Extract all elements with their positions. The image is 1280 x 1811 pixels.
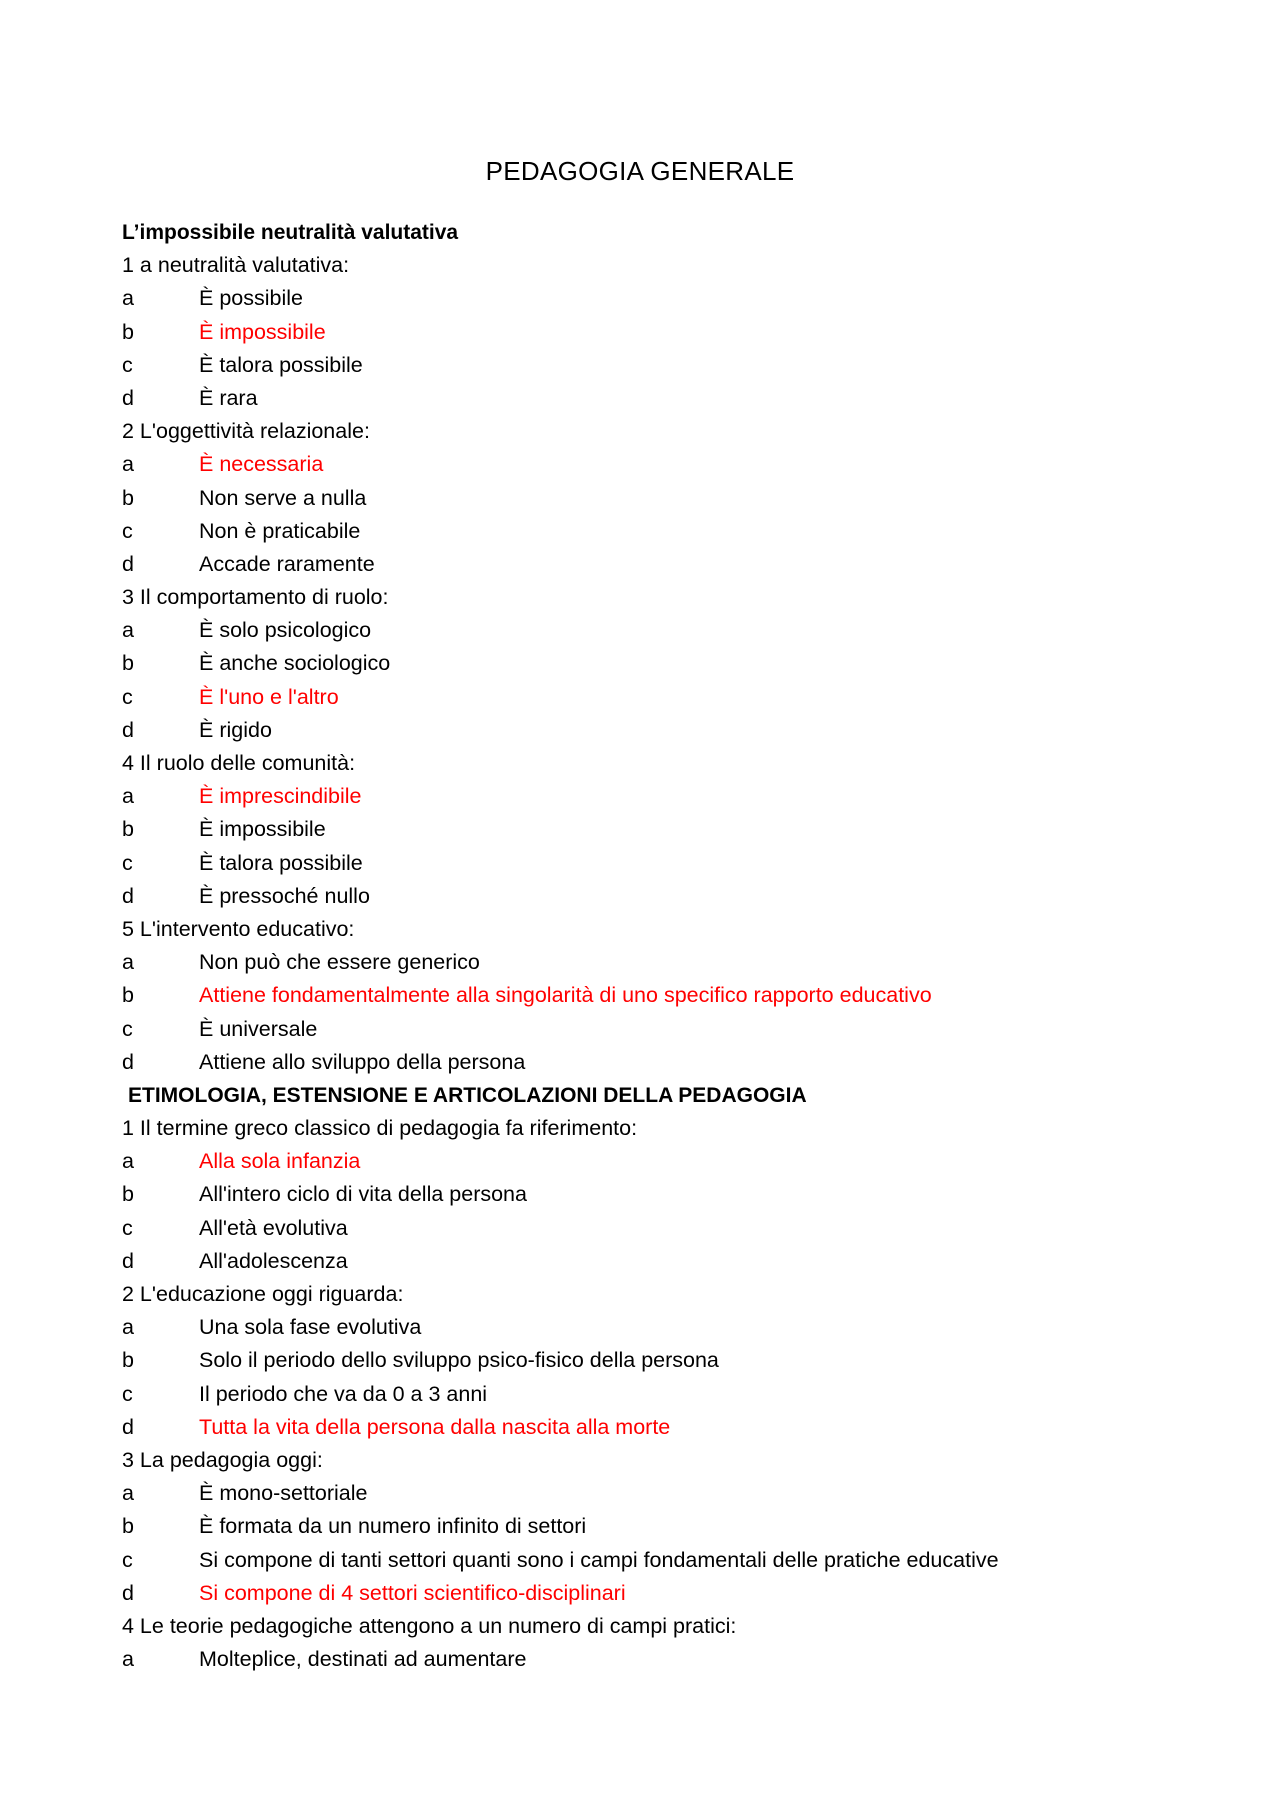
option-letter: b xyxy=(122,817,134,842)
option-letter: d xyxy=(122,1049,134,1074)
option-letter: d xyxy=(122,1580,134,1605)
option-letter: b xyxy=(122,319,134,344)
option-letter: c xyxy=(122,1547,133,1572)
answer-option-correct xyxy=(122,681,1182,714)
option-letter: b xyxy=(122,651,134,676)
option-letter: c xyxy=(122,352,133,377)
option-text: Accade raramente xyxy=(199,551,375,576)
answer-option xyxy=(122,482,1182,515)
answer-option xyxy=(122,1477,1182,1510)
option-letter: b xyxy=(122,1182,134,1207)
question-prompt: 2 L'oggettività relazionale: xyxy=(122,419,370,444)
option-letter: d xyxy=(122,717,134,742)
option-text: È rigido xyxy=(199,717,272,742)
option-text: Attiene fondamentalmente alla singolarità di uno specifico rapporto educativo xyxy=(199,983,932,1008)
option-text: Alla sola infanzia xyxy=(199,1149,361,1174)
answer-option xyxy=(122,1344,1182,1377)
option-letter: d xyxy=(122,385,134,410)
option-letter: a xyxy=(122,1481,134,1506)
option-text: Non serve a nulla xyxy=(199,485,367,510)
option-letter: b xyxy=(122,1348,134,1373)
answer-option xyxy=(122,1013,1182,1046)
answer-option-correct xyxy=(122,448,1182,481)
option-text: Solo il periodo dello sviluppo psico-fisico della persona xyxy=(199,1348,719,1373)
option-letter: c xyxy=(122,1215,133,1240)
option-letter: d xyxy=(122,1248,134,1273)
option-letter: d xyxy=(122,883,134,908)
option-letter: c xyxy=(122,850,133,875)
option-text: All'età evolutiva xyxy=(199,1215,348,1240)
answer-option xyxy=(122,880,1182,913)
option-letter: a xyxy=(122,950,134,975)
answer-option xyxy=(122,548,1182,581)
option-text: Si compone di 4 settori scientifico-disciplinari xyxy=(199,1580,626,1605)
option-letter: a xyxy=(122,286,134,311)
answer-option xyxy=(122,1378,1182,1411)
section-heading: L’impossibile neutralità valutativa xyxy=(122,221,459,244)
answer-option xyxy=(122,714,1182,747)
answer-option xyxy=(122,1046,1182,1079)
answer-option-correct xyxy=(122,979,1182,1012)
option-text: È mono-settoriale xyxy=(199,1481,368,1506)
option-letter: c xyxy=(122,684,133,709)
option-letter: c xyxy=(122,1016,133,1041)
answer-option xyxy=(122,614,1182,647)
option-text: Non è praticabile xyxy=(199,518,361,543)
question-prompt: 1 a neutralità valutativa: xyxy=(122,253,350,278)
answer-option xyxy=(122,349,1182,382)
option-text: È l'uno e l'altro xyxy=(199,684,339,709)
option-letter: c xyxy=(122,518,133,543)
option-text: Attiene allo sviluppo della persona xyxy=(199,1049,526,1074)
question-prompt: 4 Il ruolo delle comunità: xyxy=(122,751,356,775)
option-text: È talora possibile xyxy=(199,850,363,875)
answer-option xyxy=(122,647,1182,680)
option-text: È universale xyxy=(199,1016,318,1041)
answer-option xyxy=(122,1212,1182,1245)
question-prompt: 3 La pedagogia oggi: xyxy=(122,1447,323,1472)
answer-option xyxy=(122,946,1182,979)
answer-option xyxy=(122,282,1182,315)
option-letter: a xyxy=(122,1315,134,1340)
answer-option-correct xyxy=(122,1411,1182,1444)
document-title: PEDAGOGIA GENERALE xyxy=(485,156,795,186)
question-prompt: 2 L'educazione oggi riguarda: xyxy=(122,1282,404,1306)
option-letter: b xyxy=(122,983,134,1008)
option-text: È necessaria xyxy=(199,452,324,477)
option-letter: a xyxy=(122,1149,134,1174)
answer-option-correct xyxy=(122,316,1182,349)
option-letter: b xyxy=(122,485,134,510)
option-text: Una sola fase evolutiva xyxy=(199,1315,422,1340)
answer-option-correct xyxy=(122,780,1182,813)
question-prompt: 4 Le teorie pedagogiche attengono a un numero di campi pratici: xyxy=(122,1613,737,1638)
option-letter: d xyxy=(122,551,134,576)
answer-option xyxy=(122,1311,1182,1344)
option-text: All'intero ciclo di vita della persona xyxy=(199,1182,527,1207)
answer-option xyxy=(122,1178,1182,1211)
option-text: È talora possibile xyxy=(199,352,363,377)
option-text: È imprescindibile xyxy=(199,784,362,809)
option-text: È formata da un numero infinito di settori xyxy=(199,1514,587,1539)
document-body xyxy=(122,216,1182,1676)
option-text: Molteplice, destinati ad aumentare xyxy=(199,1647,527,1672)
answer-option xyxy=(122,1510,1182,1543)
option-letter: a xyxy=(122,452,134,477)
option-text: È solo psicologico xyxy=(199,618,372,643)
option-letter: a xyxy=(122,784,134,809)
answer-option xyxy=(122,847,1182,880)
option-text: È rara xyxy=(199,385,258,410)
option-letter: d xyxy=(122,1414,134,1439)
answer-option xyxy=(122,1643,1182,1676)
option-text: Non può che essere generico xyxy=(199,950,480,975)
option-letter: a xyxy=(122,1647,134,1672)
section-heading: ETIMOLOGIA, ESTENSIONE E ARTICOLAZIONI DELLA PEDAGOGIA xyxy=(128,1083,807,1107)
option-text: Il periodo che va da 0 a 3 anni xyxy=(199,1381,488,1406)
question-prompt: 1 Il termine greco classico di pedagogia fa riferimento: xyxy=(122,1116,638,1141)
answer-option xyxy=(122,515,1182,548)
option-text: È impossibile xyxy=(199,817,326,842)
option-letter: c xyxy=(122,1381,133,1406)
option-text: È pressoché nullo xyxy=(199,883,370,908)
option-text: È possibile xyxy=(199,286,303,311)
answer-option xyxy=(122,813,1182,846)
option-letter: a xyxy=(122,618,134,643)
question-prompt: 3 Il comportamento di ruolo: xyxy=(122,585,389,610)
answer-option xyxy=(122,1245,1182,1278)
option-text: Tutta la vita della persona dalla nascita alla morte xyxy=(199,1414,671,1439)
option-text: È anche sociologico xyxy=(199,651,391,676)
option-letter: b xyxy=(122,1514,134,1539)
option-text: All'adolescenza xyxy=(199,1248,348,1273)
question-prompt: 5 L'intervento educativo: xyxy=(122,916,355,941)
answer-option xyxy=(122,382,1182,415)
answer-option xyxy=(122,1544,1182,1577)
option-text: È impossibile xyxy=(199,319,326,344)
answer-option-correct xyxy=(122,1577,1182,1610)
option-text: Si compone di tanti settori quanti sono i campi fondamentali delle pratiche educative xyxy=(199,1547,999,1572)
answer-option-correct xyxy=(122,1145,1182,1178)
